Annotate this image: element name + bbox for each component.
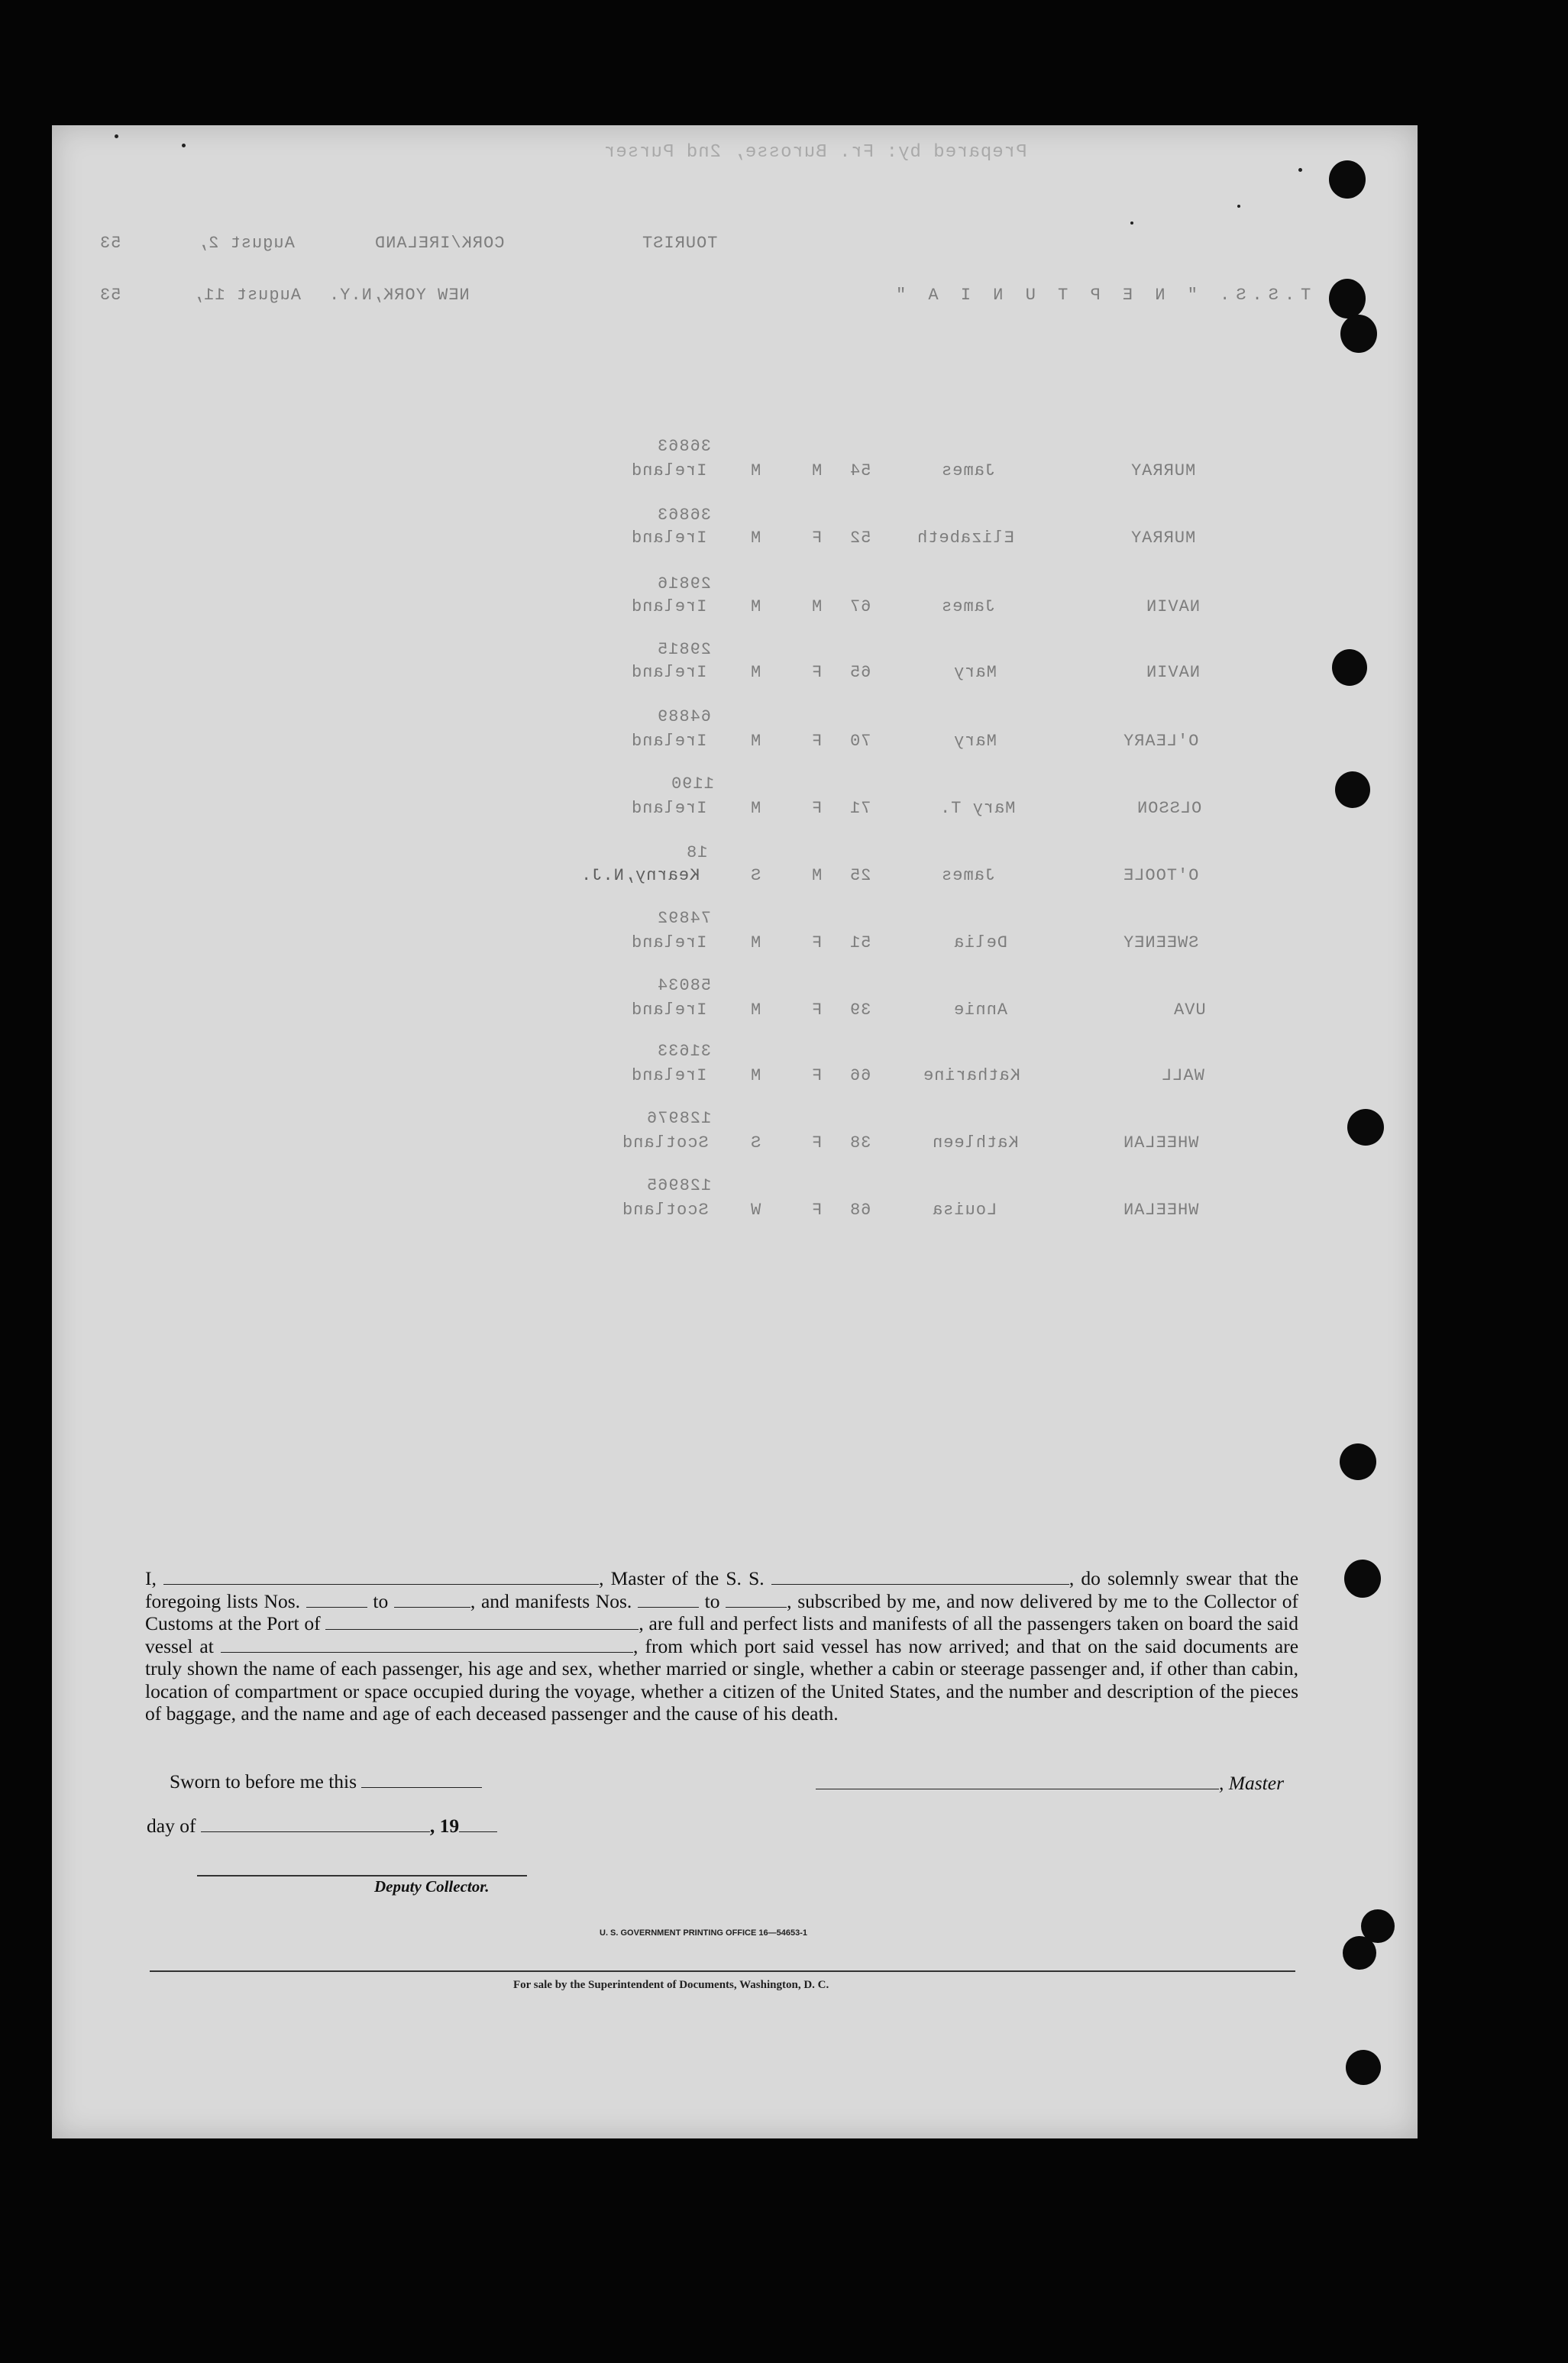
ink-speck xyxy=(182,144,186,147)
passenger-given: Mary T. xyxy=(939,799,1016,818)
master-name-field[interactable] xyxy=(163,1570,599,1585)
passenger-surname: WHEELAN xyxy=(1123,1201,1199,1220)
passenger-marital: S xyxy=(750,866,761,885)
passenger-marital: M xyxy=(750,529,761,548)
sworn-date-field[interactable] xyxy=(361,1773,482,1788)
passenger-marital: M xyxy=(750,1000,761,1020)
passenger-residence: Ireland xyxy=(631,461,707,480)
passenger-surname: NAVIN xyxy=(1146,663,1201,682)
passenger-sex: F xyxy=(811,1066,823,1085)
passenger-sex: F xyxy=(811,663,823,682)
passenger-given: Delia xyxy=(953,933,1008,952)
year-field[interactable] xyxy=(459,1818,497,1832)
passenger-sex: F xyxy=(811,732,823,751)
passenger-age: 38 xyxy=(849,1133,871,1152)
for-sale-note: For sale by the Superintendent of Documents, Washington, D. C. xyxy=(513,1979,829,1991)
footer-rule xyxy=(150,1970,1295,1972)
passenger-residence: Ireland xyxy=(631,529,707,548)
passenger-age: 71 xyxy=(849,799,871,818)
passenger-sex: M xyxy=(811,461,823,480)
day-row xyxy=(147,1815,497,1838)
passenger-given: Mary xyxy=(953,732,997,751)
passenger-given: Katharine xyxy=(923,1066,1020,1085)
manifest-from-field[interactable] xyxy=(638,1593,699,1608)
departure-year-ghost: 53 xyxy=(99,234,121,253)
passenger-marital: M xyxy=(750,461,761,480)
passenger-number: 58034 xyxy=(657,976,712,995)
punch-hole xyxy=(1335,771,1370,808)
passenger-marital: W xyxy=(750,1201,761,1220)
passenger-given: James xyxy=(941,866,996,885)
list-from-field[interactable] xyxy=(306,1593,367,1608)
passenger-number: 29815 xyxy=(657,640,712,659)
passenger-residence: Ireland xyxy=(631,732,707,751)
punch-hole xyxy=(1329,160,1366,199)
class-ghost: TOURIST xyxy=(642,234,718,253)
deputy-signature-line[interactable] xyxy=(197,1875,527,1876)
oath-text: , do solemnly xyxy=(1069,1567,1179,1589)
passenger-residence: Ireland xyxy=(631,1066,707,1085)
oath-text: manifests of all the passengers taken on board the said vessel at xyxy=(145,1612,1299,1657)
passenger-number: 31633 xyxy=(657,1042,712,1061)
oath-text: , are full and perfect lists and xyxy=(639,1612,868,1634)
passenger-number: 29816 xyxy=(657,574,712,593)
ink-speck xyxy=(1237,205,1240,208)
punch-hole xyxy=(1346,2050,1381,2085)
ink-speck xyxy=(1298,168,1302,172)
passenger-sex: F xyxy=(811,529,823,548)
passenger-number: 36863 xyxy=(657,506,712,525)
passenger-number: 1190 xyxy=(671,774,714,794)
master-oath xyxy=(145,1567,1298,1725)
passenger-number: 64889 xyxy=(657,707,712,726)
passenger-surname: NAVIN xyxy=(1146,597,1201,616)
oath-text: , from which xyxy=(632,1634,738,1657)
departure-port-ghost: CORK/IRELAND xyxy=(374,234,505,253)
passenger-given: Louisa xyxy=(932,1201,997,1220)
passenger-sex: F xyxy=(811,1201,823,1220)
passenger-number: 74892 xyxy=(657,909,712,928)
deputy-collector-label: Deputy Collector. xyxy=(374,1877,490,1896)
passenger-sex: F xyxy=(811,1000,823,1020)
oath-text: to xyxy=(704,1589,720,1612)
passenger-surname: MURRAY xyxy=(1130,461,1196,480)
day-of-label: day of xyxy=(147,1815,196,1837)
passenger-sex: F xyxy=(811,933,823,952)
passenger-given: Annie xyxy=(953,1000,1008,1020)
passenger-age: 39 xyxy=(849,1000,871,1020)
punch-hole xyxy=(1329,279,1366,318)
passenger-sex: M xyxy=(811,597,823,616)
passenger-surname: O'TOOLE xyxy=(1123,866,1199,885)
passenger-surname: SWEENEY xyxy=(1123,933,1199,952)
list-to-field[interactable] xyxy=(394,1593,470,1608)
day-field[interactable] xyxy=(201,1818,430,1832)
passenger-residence: Ireland xyxy=(631,1000,707,1020)
passenger-age: 52 xyxy=(849,529,871,548)
passenger-marital: M xyxy=(750,597,761,616)
ship-ghost: T.S.S. " N E P T U N I A " xyxy=(890,286,1311,305)
passenger-given: James xyxy=(941,597,996,616)
sworn-row xyxy=(170,1770,482,1793)
passenger-residence: Scotland xyxy=(622,1201,709,1220)
passenger-surname: WHEELAN xyxy=(1123,1133,1199,1152)
passenger-given: James xyxy=(941,461,996,480)
passenger-age: 51 xyxy=(849,933,871,952)
passenger-age: 25 xyxy=(849,866,871,885)
passenger-age: 70 xyxy=(849,732,871,751)
passenger-marital: M xyxy=(750,732,761,751)
passenger-age: 54 xyxy=(849,461,871,480)
oath-text: to xyxy=(373,1589,389,1612)
sworn-label: Sworn to before me this xyxy=(170,1770,357,1792)
passenger-age: 67 xyxy=(849,597,871,616)
passenger-marital: M xyxy=(750,1066,761,1085)
departure-date-ghost: August 2, xyxy=(197,234,295,253)
punch-hole xyxy=(1343,1936,1376,1970)
port-field[interactable] xyxy=(325,1615,639,1630)
ink-speck xyxy=(1130,221,1133,225)
passenger-residence: Scotland xyxy=(622,1133,709,1152)
passenger-given: Kathleen xyxy=(932,1133,1019,1152)
passenger-number: 18 xyxy=(686,843,708,862)
year-prefix: , 19 xyxy=(429,1815,460,1837)
printing-office-imprint: U. S. GOVERNMENT PRINTING OFFICE 16—54653-1 xyxy=(600,1928,808,1938)
passenger-surname: MURRAY xyxy=(1130,529,1196,548)
passenger-residence: Ireland xyxy=(631,933,707,952)
oath-text: , subscribed by me, and now xyxy=(787,1589,1014,1612)
passenger-number: 128965 xyxy=(646,1176,712,1195)
oath-text: , Master of the S. S. xyxy=(599,1567,765,1589)
arrival-port-ghost: NEW YORK,N.Y. xyxy=(328,286,470,305)
passenger-marital: M xyxy=(750,799,761,818)
passenger-age: 65 xyxy=(849,663,871,682)
arrival-year-ghost: 53 xyxy=(99,286,121,305)
passenger-given: Elizabeth xyxy=(917,529,1014,548)
passenger-residence: Ireland xyxy=(631,597,707,616)
prepared-by-ghost: Prepared by: Fr. Burosse, 2nd Purser xyxy=(603,142,1027,163)
oath-text: swear that the foregoing lists Nos. xyxy=(145,1567,1299,1612)
punch-hole xyxy=(1332,649,1367,686)
passenger-sex: M xyxy=(811,866,823,885)
passenger-residence: Kearny,N.J. xyxy=(580,866,700,885)
arrival-date-ghost: August 11, xyxy=(192,286,302,305)
passenger-number: 128976 xyxy=(646,1109,712,1128)
passenger-age: 68 xyxy=(849,1201,871,1220)
master-signature-field[interactable] xyxy=(816,1775,1219,1789)
punch-hole xyxy=(1340,315,1377,353)
oath-text: , and manifests Nos. xyxy=(470,1589,632,1612)
master-signature-row xyxy=(816,1772,1284,1795)
passenger-surname: O'LEARY xyxy=(1123,732,1199,751)
passenger-marital: S xyxy=(750,1133,761,1152)
embark-port-field[interactable] xyxy=(221,1638,633,1653)
punch-hole xyxy=(1344,1560,1381,1598)
passenger-residence: Ireland xyxy=(631,799,707,818)
passenger-residence: Ireland xyxy=(631,663,707,682)
oath-text: delivered by me to the Collector of Customs at the Port of xyxy=(145,1589,1299,1634)
passenger-age: 66 xyxy=(849,1066,871,1085)
passenger-given: Mary xyxy=(953,663,997,682)
passenger-sex: F xyxy=(811,799,823,818)
ship-name-field[interactable] xyxy=(771,1570,1069,1585)
passenger-surname: WALL xyxy=(1161,1066,1204,1085)
passenger-marital: M xyxy=(750,663,761,682)
punch-hole xyxy=(1340,1443,1376,1480)
passenger-surname: UVA xyxy=(1173,1000,1206,1020)
master-label: , Master xyxy=(1219,1772,1284,1794)
passenger-surname: OLSSON xyxy=(1136,799,1202,818)
passenger-marital: M xyxy=(750,933,761,952)
manifest-to-field[interactable] xyxy=(726,1593,787,1608)
punch-hole xyxy=(1347,1109,1384,1146)
passenger-number: 36863 xyxy=(657,437,712,456)
oath-text: I, xyxy=(145,1567,157,1589)
passenger-sex: F xyxy=(811,1133,823,1152)
oath-text: port said vessel has now arrived; and that on the said documents are truly shown the name of each passenger, his age and sex, whether married or single, whether a cabin or steerage passenger and, if other than cabin, location of compartment or space occupied during the voyage, whether a citizen of the United States, and the number and description of the pieces of baggage, and the name and age of each deceased passenger and the cause of his death. xyxy=(145,1634,1299,1725)
ink-speck xyxy=(115,134,118,138)
